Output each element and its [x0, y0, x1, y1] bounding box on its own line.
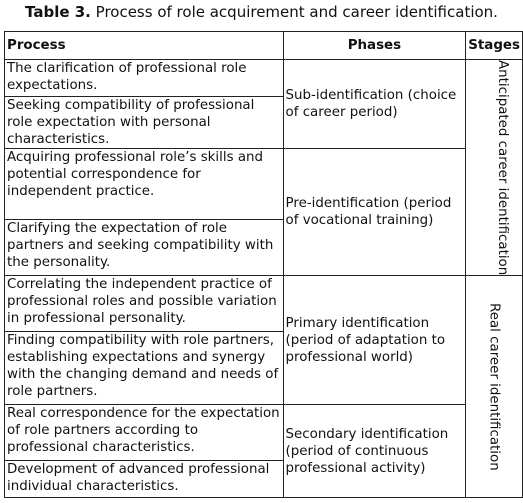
process-cell: Seeking compatibility of professional role expectation with personal characteristics. [5, 97, 284, 149]
phase-cell: Pre-identification (period of vocational training) [283, 149, 466, 276]
stage-cell [466, 60, 523, 276]
table-row [5, 60, 523, 97]
header-stages: Stages [466, 32, 523, 60]
process-cell: The clarification of professional role expectations. [5, 60, 284, 97]
process-cell: Acquiring professional role’s skills and potential correspondence for independent practice. [5, 149, 284, 220]
process-cell: Finding compatibility with role partners, establishing expectations and synergy with the changing demand and needs of role partners. [5, 332, 284, 405]
process-cell: Real correspondence for the expectation of role partners according to professional characteristics. [5, 405, 284, 461]
header-row [5, 32, 523, 60]
stage-label: Real career identification [486, 302, 502, 471]
phase-cell: Primary identification (period of adaptation to professional world) [283, 276, 466, 405]
table-caption [0, 3, 523, 21]
header-phases: Phases [283, 32, 466, 60]
table-row [5, 276, 523, 332]
table-row [5, 405, 523, 461]
process-cell: Correlating the independent practice of professional roles and possible variation in professional personality. [5, 276, 284, 332]
phase-cell: Sub-identification (choice of career period) [283, 60, 466, 149]
stage-label: Anticipated career identification [495, 60, 511, 276]
table-number: Table 3. [25, 3, 91, 21]
table-title: Process of role acquirement and career identification. [95, 3, 498, 21]
phase-cell: Secondary identification (period of continuous professional activity) [283, 405, 466, 498]
table-row [5, 149, 523, 220]
stage-cell [466, 276, 523, 498]
role-acquirement-table [4, 31, 523, 498]
process-cell: Clarifying the expectation of role partners and seeking compatibility with the personality. [5, 220, 284, 276]
header-process: Process [5, 32, 284, 60]
process-cell: Development of advanced professional individual characteristics. [5, 461, 284, 498]
